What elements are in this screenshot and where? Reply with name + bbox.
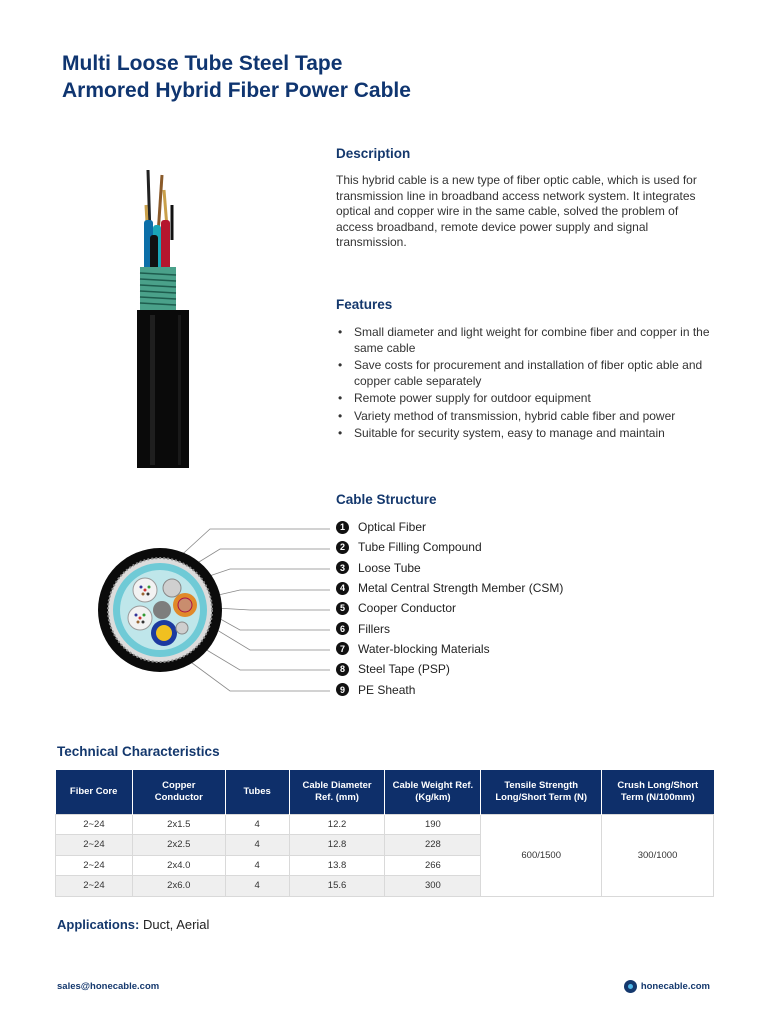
structure-label: Cooper Conductor: [358, 601, 457, 616]
cable-photo: [128, 165, 200, 470]
table-cell: 4: [225, 835, 289, 856]
structure-label: Loose Tube: [358, 560, 421, 575]
column-header: Tubes: [225, 770, 289, 814]
number-badge: 5: [336, 602, 349, 615]
tensile-cell: 600/1500: [481, 814, 602, 896]
table-cell: 2~24: [56, 876, 133, 897]
table-cell: 4: [225, 855, 289, 876]
page-title: [62, 50, 411, 104]
table-cell: 266: [385, 855, 481, 876]
structure-label: Optical Fiber: [358, 520, 427, 535]
structure-item: [336, 679, 716, 699]
structure-list: [336, 517, 716, 700]
company-logo-icon: [624, 980, 637, 993]
structure-label: Metal Central Strength Member (CSM): [358, 581, 564, 596]
structure-item: [336, 537, 716, 557]
footer-email-link[interactable]: sales@honecable.com: [57, 981, 160, 992]
number-badge: 1: [336, 521, 349, 534]
technical-heading: Technical Characteristics: [57, 744, 220, 759]
structure-label: Fillers: [358, 621, 390, 636]
title-line-1: Multi Loose Tube Steel Tape: [62, 52, 343, 75]
column-header: Crush Long/Short Term (N/100mm): [602, 770, 714, 814]
column-header: Cable Weight Ref. (Kg/km): [385, 770, 481, 814]
structure-label: Water-blocking Materials: [358, 641, 490, 656]
structure-section: [336, 492, 716, 700]
structure-item: [336, 618, 716, 638]
number-badge: 6: [336, 622, 349, 635]
footer-site-link[interactable]: [624, 980, 710, 993]
table-cell: 2x1.5: [132, 814, 225, 835]
table-cell: 2~24: [56, 835, 133, 856]
table-cell: 2x4.0: [132, 855, 225, 876]
number-badge: 4: [336, 582, 349, 595]
structure-item: [336, 558, 716, 578]
table-cell: 13.8: [289, 855, 385, 876]
column-header: Cable Diameter Ref. (mm): [289, 770, 385, 814]
table-row: [56, 814, 714, 835]
structure-item: [336, 578, 716, 598]
title-line-2: Armored Hybrid Fiber Power Cable: [62, 79, 411, 102]
table-cell: 4: [225, 876, 289, 897]
table-cell: 300: [385, 876, 481, 897]
features-list: [336, 325, 716, 442]
features-section: [336, 297, 716, 444]
table-header-row: [56, 770, 714, 814]
structure-item: [336, 639, 716, 659]
applications: [57, 917, 209, 932]
table-cell: 2~24: [56, 855, 133, 876]
structure-item: [336, 598, 716, 618]
table-cell: 12.2: [289, 814, 385, 835]
feature-item: • Remote power supply for outdoor equipment: [336, 391, 716, 407]
table-cell: 190: [385, 814, 481, 835]
feature-item: • Small diameter and light weight for combine fiber and copper in the same cable: [336, 325, 716, 356]
structure-item: [336, 659, 716, 679]
table-cell: 2~24: [56, 814, 133, 835]
table-cell: 228: [385, 835, 481, 856]
description-text: This hybrid cable is a new type of fiber optic cable, which is used for transmission line in broadband access network system. It integrates optical and copper wire in the same cable, solved the problem of access broadband, remote device power supply and signal transmission.: [336, 173, 697, 249]
number-badge: 9: [336, 683, 349, 696]
number-badge: 7: [336, 642, 349, 655]
number-badge: 3: [336, 561, 349, 574]
number-badge: 2: [336, 541, 349, 554]
feature-item: • Suitable for security system, easy to manage and maintain: [336, 426, 716, 442]
crush-cell: 300/1000: [602, 814, 714, 896]
structure-label: Steel Tape (PSP): [358, 662, 450, 677]
applications-value: Duct, Aerial: [139, 917, 210, 932]
structure-label: Tube Filling Compound: [358, 540, 482, 555]
structure-label: PE Sheath: [358, 682, 416, 697]
structure-item: [336, 517, 716, 537]
structure-heading: Cable Structure: [336, 492, 437, 507]
column-header: Copper Conductor: [132, 770, 225, 814]
column-header: Fiber Core: [56, 770, 133, 814]
applications-label: Applications:: [57, 917, 140, 932]
table-cell: 15.6: [289, 876, 385, 897]
table-cell: 2x2.5: [132, 835, 225, 856]
description-section: [336, 146, 716, 251]
column-header: Tensile Strength Long/Short Term (N): [481, 770, 602, 814]
feature-item: • Save costs for procurement and installation of fiber optic able and copper cable separately: [336, 358, 716, 389]
number-badge: 8: [336, 663, 349, 676]
table-cell: 2x6.0: [132, 876, 225, 897]
description-heading: Description: [336, 146, 411, 161]
footer-site-label: honecable.com: [640, 981, 710, 992]
table-cell: 4: [225, 814, 289, 835]
cable-cross-section-diagram: [90, 520, 350, 700]
feature-item: • Variety method of transmission, hybrid cable fiber and power: [336, 409, 716, 425]
features-heading: Features: [336, 297, 393, 312]
technical-table: [55, 770, 714, 897]
table-cell: 12.8: [289, 835, 385, 856]
